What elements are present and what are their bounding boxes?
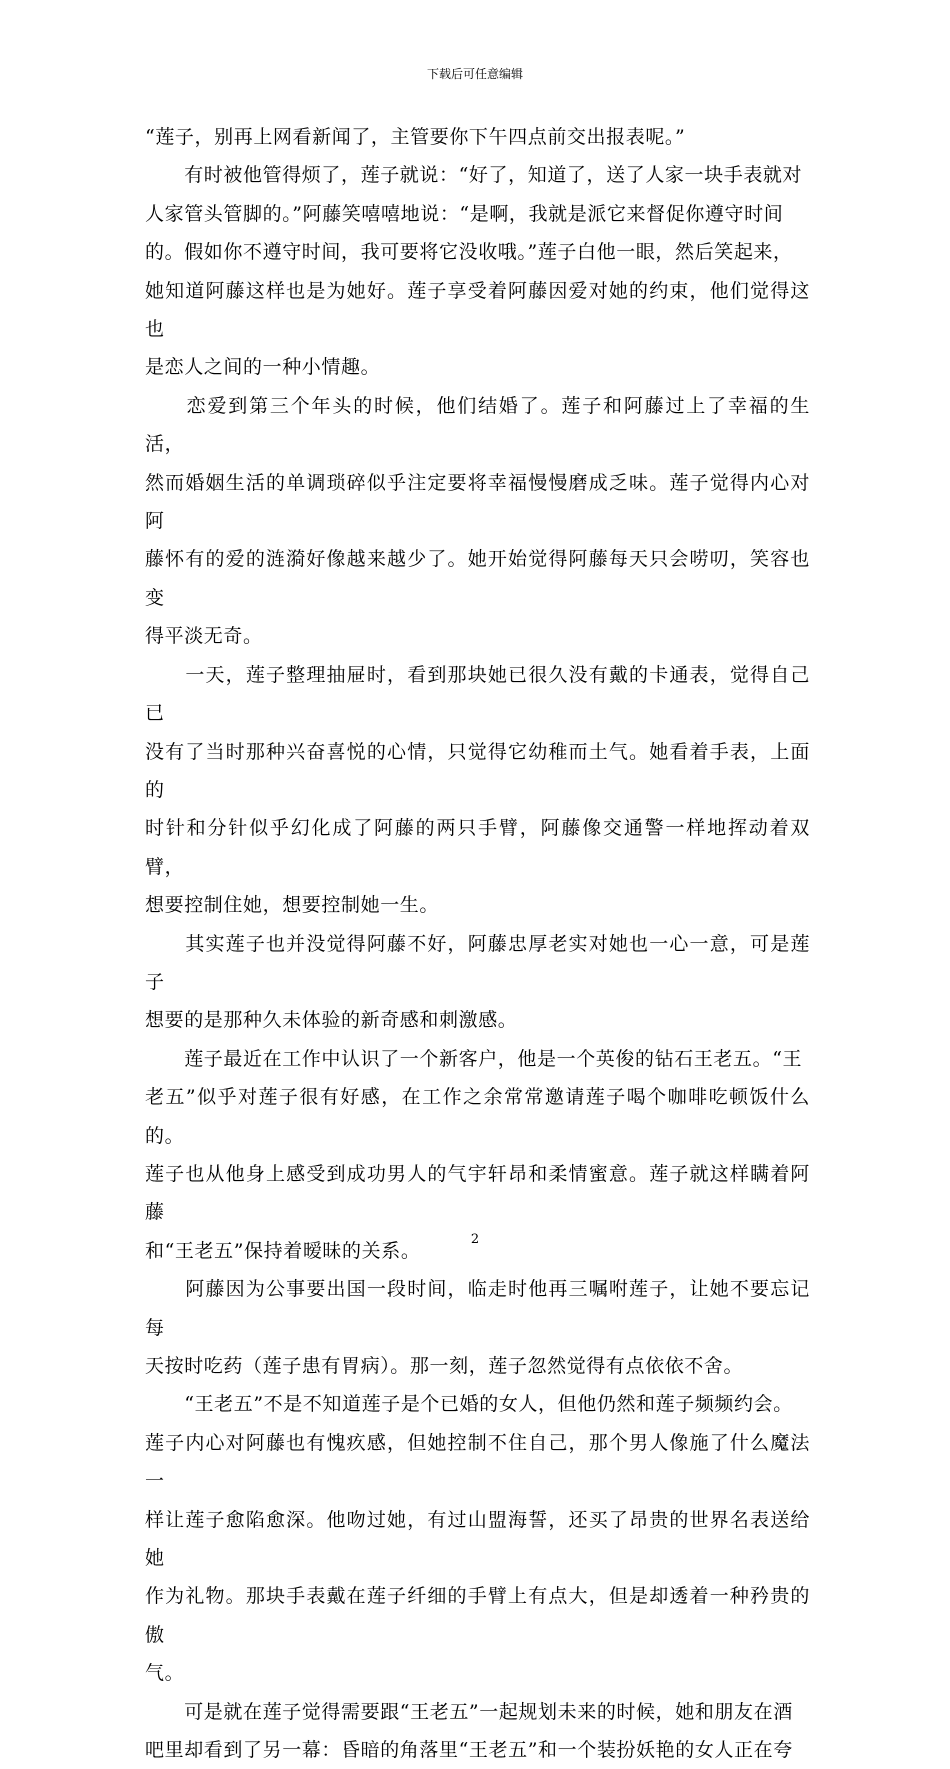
text-line: 气。 xyxy=(145,1662,185,1685)
document-body xyxy=(145,118,810,1769)
text-line: 然而婚姻生活的单调琐碎似乎注定要将幸福慢慢磨成乏味。莲子觉得内心对阿 xyxy=(145,471,810,533)
text-line: 人家管头管脚的。”阿藤笑嘻嘻地说：“是啊，我就是派它来督促你遵守时间 xyxy=(145,202,784,225)
text-line: 想要的是那种久未体验的新奇感和刺激感。 xyxy=(145,1009,518,1032)
text-line: 的。假如你不遵守时间，我可要将它没收哦。”莲子白他一眼，然后笑起来， xyxy=(145,241,793,264)
text-line: 她知道阿藤这样也是为她好。莲子享受着阿藤因爱对她的约束，他们觉得这也 xyxy=(145,279,810,341)
page-header: 下载后可任意编辑 xyxy=(426,67,523,81)
text-line: 吧里却看到了另一幕：昏暗的角落里“王老五”和一个装扮妖艳的女人正在夸 xyxy=(145,1739,793,1762)
text-line: 阿藤因为公事要出国一段时间，临走时他再三嘱咐莲子，让她不要忘记每 xyxy=(145,1278,810,1339)
text-line: 莲子也从他身上感受到成功男人的气宇轩昂和柔情蜜意。莲子就这样瞒着阿藤 xyxy=(145,1162,810,1224)
text-line: 一天，莲子整理抽屉时，看到那块她已很久没有戴的卡通表，觉得自己已 xyxy=(145,663,810,725)
text-line: 可是就在莲子觉得需要跟“王老五”一起规划未来的时候，她和朋友在酒 xyxy=(145,1700,793,1723)
text-line: 莲子最近在工作中认识了一个新客户，他是一个英俊的钻石王老五。“王 xyxy=(145,1047,803,1070)
text-line: 样让莲子愈陷愈深。他吻过她，有过山盟海誓，还买了昂贵的世界名表送给她 xyxy=(145,1508,810,1570)
text-line: 天按时吃药（莲子患有胃病）。那一刻，莲子忽然觉得有点依依不舍。 xyxy=(145,1355,744,1377)
text-line: 时针和分针似乎幻化成了阿藤的两只手臂，阿藤像交通警一样地挥动着双臂， xyxy=(145,817,810,878)
text-line: 藤怀有的爱的涟漪好像越来越少了。她开始觉得阿藤每天只会唠叨，笑容也变 xyxy=(145,548,810,609)
text-line: “莲子，别再上网看新闻了，主管要你下午四点前交出报表呢。” xyxy=(145,126,686,148)
text-line: 莲子内心对阿藤也有愧疚感，但她控制不住自己，那个男人像施了什么魔法一 xyxy=(145,1431,810,1493)
text-line: 作为礼物。那块手表戴在莲子纤细的手臂上有点大，但是却透着一种矜贵的傲 xyxy=(145,1585,810,1646)
page-number: 2 xyxy=(470,1232,480,1247)
text-line: 其实莲子也并没觉得阿藤不好，阿藤忠厚老实对她也一心一意，可是莲子 xyxy=(145,932,810,993)
text-line: 老五”似乎对莲子很有好感，在工作之余常常邀请莲子喝个咖啡吃顿饭什么的。 xyxy=(145,1086,810,1147)
text-line: 有时被他管得烦了，莲子就说：“好了，知道了，送了人家一块手表就对 xyxy=(145,164,803,187)
text-line: 恋爱到第三个年头的时候，他们结婚了。莲子和阿藤过上了幸福的生活， xyxy=(145,394,810,456)
text-line: 没有了当时那种兴奋喜悦的心情，只觉得它幼稚而土气。她看着手表，上面的 xyxy=(145,740,810,801)
text-line: 想要控制住她，想要控制她一生。 xyxy=(145,894,440,917)
text-line: “王老五”不是不知道莲子是个已婚的女人，但他仍然和莲子频频约会。 xyxy=(145,1393,793,1416)
text-line: 得平淡无奇。 xyxy=(145,625,263,648)
text-line: 是恋人之间的一种小情趣。 xyxy=(145,356,381,379)
text-line: 和“王老五”保持着暧昧的关系。 xyxy=(145,1239,421,1262)
